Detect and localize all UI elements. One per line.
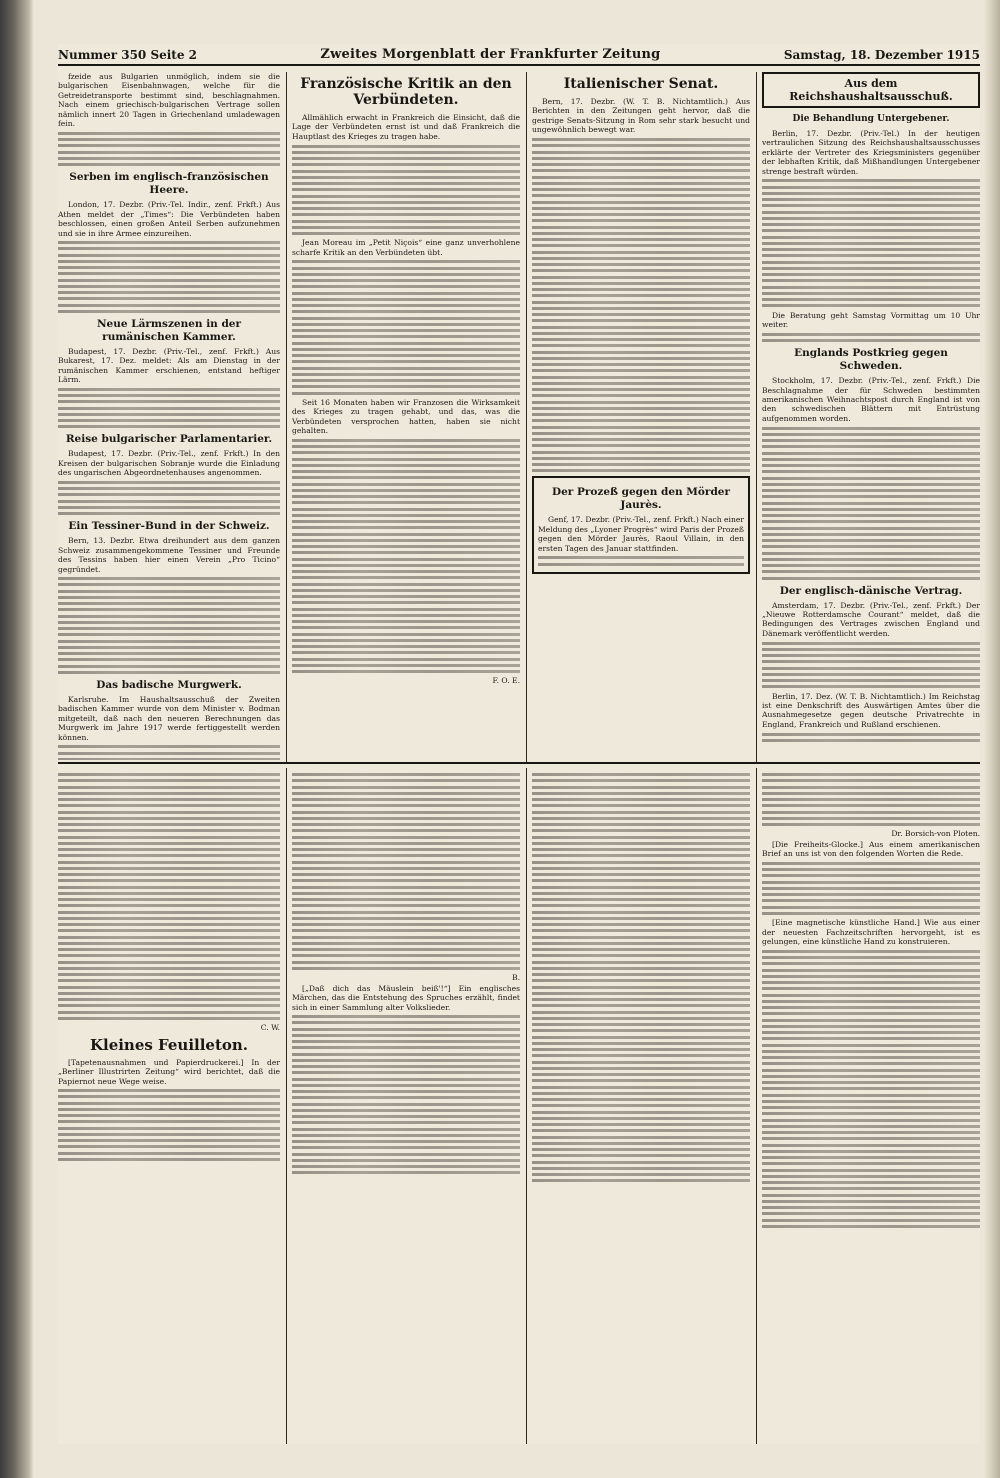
headline: Reise bulgarischer Parlamentarier.	[65, 433, 273, 446]
article-text: Budapest, 17. Dezbr. (Priv.-Tel., zenf. Frkft.) In den Kreisen der bulgarischen Sobranje wurde die Einladung des ungarischen Abgeordnetenhauses angenommen.	[58, 449, 280, 478]
column-4	[762, 72, 980, 760]
author-signature: C. W.	[260, 1023, 280, 1033]
newspaper-title: Zweites Morgenblatt der Frankfurter Zeitung	[320, 47, 661, 62]
headline: Französische Kritik an den Verbündeten.	[300, 76, 512, 108]
headline: Das badische Murgwerk.	[96, 678, 242, 691]
boxed-article	[532, 476, 750, 574]
article-text: Berlin, 17. Dez. (W. T. B. Nichtamtlich.) Im Reichstag ist eine Denkschrift des Auswärtigen Amtes über die Ausnahmegesetze gegen deutsche Privatrechte in England, Frankreich und Rußland erschienen.	[762, 691, 980, 729]
headline: Neue Lärmszenen in der rumänischen Kammer.	[96, 317, 242, 343]
author-signature: B.	[512, 973, 520, 983]
subheadline: Die Behandlung Untergebener.	[792, 114, 950, 124]
feuilleton-column-4	[762, 770, 980, 1442]
newspaper-page	[58, 44, 980, 1444]
article-text: Amsterdam, 17. Dezbr. (Priv.-Tel., zenf. Frkft.) Der „Nieuwe Rotterdamsche Courant“ meldet, daß die Bedingungen des Vertrages zwischen England und Dänemark veröffentlicht werden.	[762, 600, 980, 638]
article-text: [„Daß dich das Mäuslein beiß'!“] Ein englisches Märchen, das die Entstehung des Spruches erzählt, findet sich in einer Sammlung alter Volkslieder.	[292, 983, 520, 1012]
column-rule	[756, 72, 757, 762]
column-2	[292, 72, 520, 760]
article-text: fzeide aus Bulgarien unmöglich, indem sie die bulgarischen Eisenbahnwagen, welche für die Getreidetransporte bestimmt sind, beschlagnahmen. Nach einem griechisch-bulgarischen Vertrage sollen nämlich innert 20 Tagen in Griechenland umladewagen fein.	[58, 72, 280, 129]
feuilleton-divider	[58, 762, 980, 764]
text-block	[58, 132, 280, 166]
headline: Englands Postkrieg gegen Schweden.	[794, 347, 948, 373]
article-text: [Die Freiheits-Glocke.] Aus einem amerikanischen Brief an uns ist von den folgenden Worten die Rede.	[762, 839, 980, 859]
article-text: Seit 16 Monaten haben wir Franzosen die Wirksamkeit des Krieges zu tragen gehabt, und das, was die Verbündeten versprochen hatten, haben sie nicht gehalten.	[292, 397, 520, 436]
headline: Der Prozeß gegen den Mörder Jaurès.	[551, 486, 731, 512]
author-signature: Dr. Borsich-von Ploten.	[891, 829, 980, 839]
column-rule	[526, 768, 527, 1444]
feuilleton-title: Kleines Feuilleton.	[89, 1035, 249, 1054]
masthead	[58, 44, 980, 66]
article-text: Genf, 17. Dezbr. (Priv.-Tel., zenf. Frkft.) Nach einer Meldung des „Lyoner Progrès“ wird Paris der Prozeß gegen den Mörder Jaurès, Raoul Villain, in den ersten Tagen des Januar stattfinden.	[538, 515, 744, 553]
author-signature: F. O. E.	[492, 676, 520, 686]
headline: Italienischer Senat.	[563, 76, 719, 92]
article-text: Karlsruhe. Im Haushaltsausschuß der Zweiten badischen Kammer wurde von dem Minister v. Bodman mitgeteilt, daß nach den neueren Berechnungen das Murgwerk im Jahre 1917 werde fertiggestellt werden können.	[58, 694, 280, 742]
headline: Aus dem Reichshaushaltsausschuß.	[789, 77, 953, 103]
issue-number: Nummer 350 Seite 2	[58, 48, 198, 62]
column-rule	[286, 768, 287, 1444]
headline: Serben im englisch-französischen Heere.	[69, 171, 269, 197]
page-edge	[984, 0, 1000, 1478]
feuilleton-column-3	[532, 770, 750, 1442]
article-text: Jean Moreau im „Petit Niçois“ eine ganz unverhohlene scharfe Kritik an den Verbündeten übt.	[292, 238, 520, 257]
article-text: [Eine magnetische künstliche Hand.] Wie aus einer der neuesten Fachzeitschriften hervorgeht, ist es gelungen, eine künstliche Hand zu konstruieren.	[762, 918, 980, 947]
column-rule	[286, 72, 287, 762]
column-rule	[526, 72, 527, 762]
feuilleton-column-2	[292, 770, 520, 1442]
article-text: Die Beratung geht Samstag Vormittag um 10 Uhr weiter.	[762, 310, 980, 330]
article-text: Bern, 17. Dezbr. (W. T. B. Nichtamtlich.) Aus Berichten in den Zeitungen geht hervor, daß die gestrige Senats-Sitzung in Rom sehr stark besucht und ungewöhnlich bewegt war.	[532, 97, 750, 135]
column-rule	[756, 768, 757, 1444]
article-text: [Tapetenausnahmen und Papierdruckerei.] In der „Berliner Illustrirten Zeitung“ wird berichtet, daß die Papiernot neue Wege weise.	[58, 1057, 280, 1086]
headline: Der englisch-dänische Vertrag.	[779, 584, 963, 597]
article-text: Budapest, 17. Dezbr. (Priv.-Tel., zenf. Frkft.) Aus Bukarest, 17. Dez. meldet: Als am Dienstag in der rumänischen Kammer erschienen, entstand heftiger Lärm.	[58, 346, 280, 385]
article-text: Allmählich erwacht in Frankreich die Einsicht, daß die Lage der Verbündeten ernst ist und daß Frankreich die Hauptlast des Krieges zu tragen habe.	[292, 113, 520, 141]
article-text: Stockholm, 17. Dezbr. (Priv.-Tel., zenf. Frkft.) Die Beschlagnahme der für Schweden bestimmten amerikanischen Weihnachtspost durch England ist von den schwedischen Blättern mit Entrüstung aufgenommen worden.	[762, 376, 980, 423]
book-binding	[0, 0, 34, 1478]
headline-box	[762, 72, 980, 108]
article-text: London, 17. Dezbr. (Priv.-Tel. Indir., zenf. Frkft.) Aus Athen meldet der „Times“: Die Verbündeten haben beschlossen, einen großen Anteil Serben aufzunehmen und sie in ihre Armee einzureihen.	[58, 200, 280, 238]
headline: Ein Tessiner-Bund in der Schweiz.	[68, 520, 270, 533]
column-1	[58, 72, 280, 760]
article-text: Bern, 13. Dezbr. Etwa dreihundert aus dem ganzen Schweiz zusammengekommene Tessiner und Freunde des Tessins haben hier einen Verein „Pro Ticino“ gegründet.	[58, 536, 280, 574]
feuilleton-column-1	[58, 770, 280, 1442]
column-3	[532, 72, 750, 760]
article-text: Berlin, 17. Dezbr. (Priv.-Tel.) In der heutigen vertraulichen Sitzung des Reichshaushaltsausschusses erklärte der Vertreter des Kriegsministers gegenüber der lebhaften Kritik, daß Mißhandlungen Untergebener strenge bestraft würden.	[762, 129, 980, 176]
issue-date: Samstag, 18. Dezember 1915	[783, 48, 980, 62]
